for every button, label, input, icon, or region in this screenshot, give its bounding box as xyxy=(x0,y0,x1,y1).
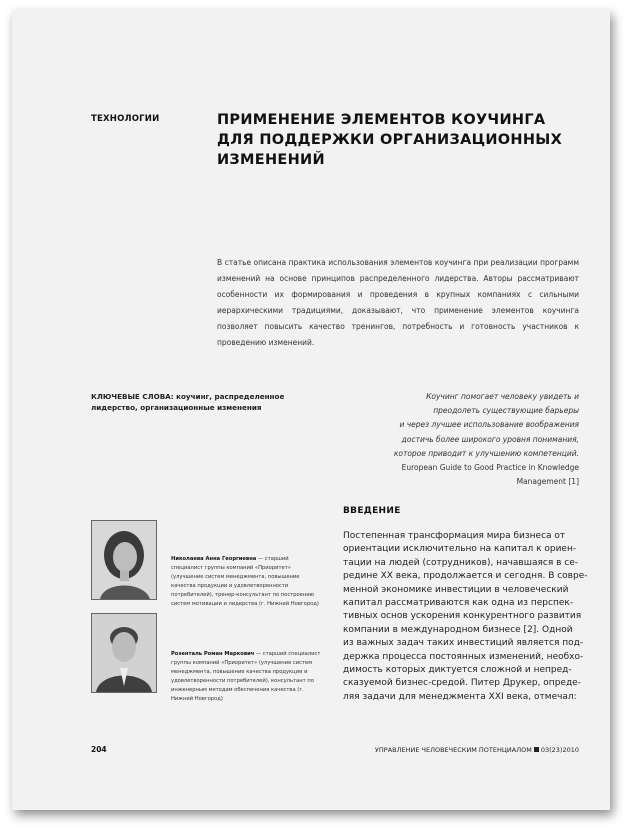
body-line: из важных задач таких инвестиций является под- xyxy=(343,638,584,649)
body-line: держка процесса постоянных изменений, необхо- xyxy=(343,651,584,662)
body-line: редине XX века, продолжается и сегодня. В совре- xyxy=(343,571,588,582)
body-line: капитал рассматриваются как одна из перспек- xyxy=(343,598,574,609)
epigraph-line: которое приводит к улучшению компетенций. xyxy=(393,448,579,458)
epigraph-source: Management [1] xyxy=(516,477,579,487)
title-line: ДЛЯ ПОДДЕРЖКИ ОРГАНИЗАЦИОННЫХ xyxy=(217,132,563,148)
journal-footer xyxy=(362,746,579,754)
author-description: — старший специалист группы компаний «Приоритет» (улучшение систем менеджмента, повышение качества продукции и удовлетворенности потребителей), тренер-консультант по построению систем мотивации и лидерства (г. Нижний Новгород) xyxy=(171,556,319,607)
author-bio-1 xyxy=(171,555,321,609)
keywords: КЛЮЧЕВЫЕ СЛОВА: коучинг, распределенное лидерство, организационные изменения xyxy=(91,392,285,412)
author-photo-2 xyxy=(91,613,157,693)
body-line: Постепенная трансформация мира бизнеса от xyxy=(343,531,566,541)
author-bio-2 xyxy=(171,650,321,704)
portrait-woman-icon xyxy=(92,521,156,599)
abstract: В статье описана практика использования элементов коучинга при реализации программ изменений на основе принципов распределенного лидерства. Авторы рассматривают особенности их формирования и проведения в крупных компаниях с сильными иерархическими традициями, доказывают, что применение элементов коучинга позволяет повысить качество тренингов, потребность и готовность участников к проведению изменений. xyxy=(217,258,579,347)
title-line: ПРИМЕНЕНИЕ ЭЛЕМЕНТОВ КОУЧИНГА xyxy=(217,112,546,128)
body-line: ориентации исключительно на капитал к ориен- xyxy=(343,544,577,555)
section-heading: ВВЕДЕНИЕ xyxy=(343,506,401,516)
epigraph-line: и через лучшее использование воображения xyxy=(399,420,579,430)
body-line: сказуемой бизнес-средой. Питер Друкер, опреде- xyxy=(343,678,581,689)
body-line: тации на людей (сотрудников), начавшаяся в се- xyxy=(343,557,579,568)
portrait-man-icon xyxy=(92,614,156,692)
square-bullet-icon xyxy=(534,747,539,752)
epigraph-line: достичь более широкого уровня понимания, xyxy=(401,434,579,444)
title-line: ИЗМЕНЕНИЙ xyxy=(217,152,325,168)
issue-number: 03(23)2010 xyxy=(540,746,579,754)
journal-page xyxy=(12,10,610,810)
body-line: тивных основ ускорения конкурентного развития xyxy=(343,611,582,622)
body-text xyxy=(343,530,588,704)
epigraph-line: Коучинг помогает человеку увидеть и xyxy=(426,392,579,401)
epigraph-line: преодолеть существующие барьеры xyxy=(433,406,579,416)
epigraph xyxy=(332,390,579,489)
body-line: компании в международном бизнесе [2]. Одной xyxy=(343,624,573,635)
epigraph-source: European Guide to Good Practice in Knowledge xyxy=(401,463,579,473)
author-name: Розенталь Роман Маркович xyxy=(171,651,255,657)
article-title xyxy=(217,110,577,170)
journal-name: УПРАВЛЕНИЕ ЧЕЛОВЕЧЕСКИМ ПОТЕНЦИАЛОМ xyxy=(374,746,532,754)
page-number: 204 xyxy=(91,745,107,754)
section-label: ТЕХНОЛОГИИ xyxy=(91,114,160,124)
body-line: ляя задачи для менеджмента XXI века, отмечал: xyxy=(343,691,577,702)
author-photo-1 xyxy=(91,520,157,600)
author-name: Николаева Анна Георгиевна xyxy=(171,556,257,562)
body-line: димость которых диктуется сложной и непред- xyxy=(343,665,572,676)
body-line: менной экономике инвестиции в человеческий xyxy=(343,584,569,595)
author-description: — старший специалист группы компаний «Приоритет» (улучшение систем менеджмента, повышение качества продукции и удовлетворенности потребителей), консультант по инженерным методам обеспечения качества (г. Нижний Новгород) xyxy=(171,651,321,702)
